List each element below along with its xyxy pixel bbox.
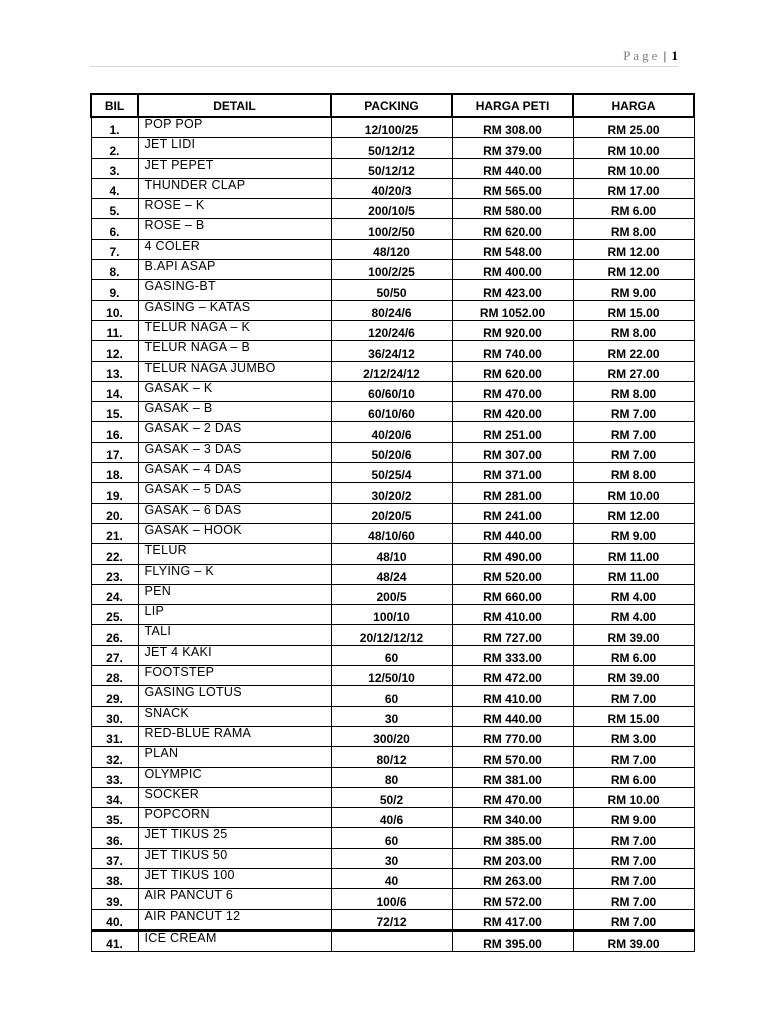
bil-cell: 41. — [91, 930, 138, 951]
harga-peti-cell: RM 385.00 — [452, 828, 573, 848]
bil-cell: 40. — [91, 909, 138, 930]
table-row — [91, 726, 694, 746]
detail-cell: TELUR NAGA – K — [138, 320, 331, 340]
bil-cell: 19. — [91, 483, 138, 503]
table-row — [91, 422, 694, 442]
detail-cell: AIR PANCUT 6 — [138, 889, 331, 909]
table-row — [91, 666, 694, 686]
detail-cell: B.API ASAP — [138, 260, 331, 280]
table-row — [91, 605, 694, 625]
bil-cell: 25. — [91, 605, 138, 625]
packing-cell: 100/6 — [331, 889, 452, 909]
packing-cell: 48/10/60 — [331, 523, 452, 543]
bil-cell: 8. — [91, 260, 138, 280]
packing-cell: 40/20/3 — [331, 178, 452, 198]
harga-peti-cell: RM 308.00 — [452, 117, 573, 138]
detail-cell: POPCORN — [138, 808, 331, 828]
packing-cell: 80/24/6 — [331, 300, 452, 320]
table-row — [91, 544, 694, 564]
detail-cell: TELUR NAGA JUMBO — [138, 361, 331, 381]
packing-cell: 100/10 — [331, 605, 452, 625]
detail-cell: GASAK – 6 DAS — [138, 503, 331, 523]
packing-cell: 300/20 — [331, 726, 452, 746]
bil-cell: 18. — [91, 463, 138, 483]
bil-cell: 27. — [91, 645, 138, 665]
detail-cell: GASAK – K — [138, 381, 331, 401]
harga-cell: RM 15.00 — [573, 706, 694, 726]
bil-cell: 34. — [91, 787, 138, 807]
harga-peti-cell: RM 263.00 — [452, 868, 573, 888]
table-row — [91, 239, 694, 259]
harga-peti-cell: RM 251.00 — [452, 422, 573, 442]
bil-cell: 29. — [91, 686, 138, 706]
packing-cell: 30 — [331, 706, 452, 726]
detail-cell: GASAK – 4 DAS — [138, 463, 331, 483]
harga-cell: RM 6.00 — [573, 767, 694, 787]
detail-cell: TALI — [138, 625, 331, 645]
detail-cell: GASAK – 3 DAS — [138, 442, 331, 462]
harga-peti-cell: RM 1052.00 — [452, 300, 573, 320]
harga-peti-cell: RM 620.00 — [452, 219, 573, 239]
detail-cell: GASING-BT — [138, 280, 331, 300]
harga-cell: RM 39.00 — [573, 625, 694, 645]
harga-cell: RM 10.00 — [573, 787, 694, 807]
table-row — [91, 300, 694, 320]
harga-peti-cell: RM 470.00 — [452, 381, 573, 401]
table-row — [91, 503, 694, 523]
bil-cell: 37. — [91, 848, 138, 868]
bil-cell: 4. — [91, 178, 138, 198]
detail-cell: AIR PANCUT 12 — [138, 909, 331, 930]
column-header-harga: HARGA — [573, 94, 694, 117]
bil-cell: 21. — [91, 523, 138, 543]
harga-peti-cell: RM 417.00 — [452, 909, 573, 930]
table-row — [91, 138, 694, 158]
table-row — [91, 442, 694, 462]
bil-cell: 12. — [91, 341, 138, 361]
table-row — [91, 848, 694, 868]
harga-peti-cell: RM 381.00 — [452, 767, 573, 787]
harga-peti-cell: RM 410.00 — [452, 605, 573, 625]
table-row — [91, 463, 694, 483]
harga-peti-cell: RM 423.00 — [452, 280, 573, 300]
detail-cell: POP POP — [138, 117, 331, 138]
packing-cell: 80/12 — [331, 747, 452, 767]
packing-cell: 12/50/10 — [331, 666, 452, 686]
bil-cell: 26. — [91, 625, 138, 645]
detail-cell: THUNDER CLAP — [138, 178, 331, 198]
column-header-packing: PACKING — [331, 94, 452, 117]
harga-peti-cell: RM 371.00 — [452, 463, 573, 483]
page-word: Page — [623, 48, 661, 63]
detail-cell: GASAK – 2 DAS — [138, 422, 331, 442]
detail-cell: ROSE – K — [138, 199, 331, 219]
harga-cell: RM 7.00 — [573, 442, 694, 462]
detail-cell: GASAK – HOOK — [138, 523, 331, 543]
packing-cell: 60/60/10 — [331, 381, 452, 401]
table-row — [91, 381, 694, 401]
harga-peti-cell: RM 410.00 — [452, 686, 573, 706]
packing-cell: 50/50 — [331, 280, 452, 300]
harga-cell: RM 4.00 — [573, 584, 694, 604]
table-row — [91, 158, 694, 178]
bil-cell: 38. — [91, 868, 138, 888]
harga-peti-cell: RM 920.00 — [452, 320, 573, 340]
table-row — [91, 767, 694, 787]
table-row — [91, 219, 694, 239]
harga-peti-cell: RM 420.00 — [452, 402, 573, 422]
detail-cell: PEN — [138, 584, 331, 604]
detail-cell: JET TIKUS 25 — [138, 828, 331, 848]
harga-cell: RM 9.00 — [573, 280, 694, 300]
harga-cell: RM 4.00 — [573, 605, 694, 625]
detail-cell: OLYMPIC — [138, 767, 331, 787]
harga-cell: RM 10.00 — [573, 483, 694, 503]
packing-cell: 200/10/5 — [331, 199, 452, 219]
detail-cell: FLYING – K — [138, 564, 331, 584]
table-row — [91, 930, 694, 951]
detail-cell: JET PEPET — [138, 158, 331, 178]
packing-cell: 12/100/25 — [331, 117, 452, 138]
table-row — [91, 889, 694, 909]
detail-cell: GASAK – 5 DAS — [138, 483, 331, 503]
table-row — [91, 341, 694, 361]
page-number: 1 — [671, 48, 678, 63]
column-header-detail: DETAIL — [138, 94, 331, 117]
packing-cell: 120/24/6 — [331, 320, 452, 340]
packing-cell: 80 — [331, 767, 452, 787]
packing-cell: 72/12 — [331, 909, 452, 930]
harga-peti-cell: RM 548.00 — [452, 239, 573, 259]
detail-cell: TELUR — [138, 544, 331, 564]
harga-cell: RM 8.00 — [573, 381, 694, 401]
detail-cell: GASAK – B — [138, 402, 331, 422]
table-row — [91, 808, 694, 828]
harga-peti-cell: RM 470.00 — [452, 787, 573, 807]
table-row — [91, 706, 694, 726]
harga-cell: RM 10.00 — [573, 138, 694, 158]
harga-cell: RM 39.00 — [573, 666, 694, 686]
harga-peti-cell: RM 490.00 — [452, 544, 573, 564]
harga-cell: RM 6.00 — [573, 199, 694, 219]
harga-cell: RM 12.00 — [573, 260, 694, 280]
packing-cell: 30/20/2 — [331, 483, 452, 503]
harga-peti-cell: RM 203.00 — [452, 848, 573, 868]
packing-cell: 200/5 — [331, 584, 452, 604]
packing-cell: 60 — [331, 645, 452, 665]
packing-cell: 36/24/12 — [331, 341, 452, 361]
bil-cell: 36. — [91, 828, 138, 848]
detail-cell: PLAN — [138, 747, 331, 767]
table-row — [91, 361, 694, 381]
harga-peti-cell: RM 472.00 — [452, 666, 573, 686]
price-table — [90, 93, 695, 952]
harga-peti-cell: RM 400.00 — [452, 260, 573, 280]
detail-cell: SNACK — [138, 706, 331, 726]
detail-cell: FOOTSTEP — [138, 666, 331, 686]
table-row — [91, 260, 694, 280]
harga-cell: RM 3.00 — [573, 726, 694, 746]
harga-cell: RM 7.00 — [573, 889, 694, 909]
harga-cell: RM 11.00 — [573, 564, 694, 584]
page-number-label — [623, 48, 678, 64]
bil-cell: 17. — [91, 442, 138, 462]
packing-cell: 50/2 — [331, 787, 452, 807]
harga-peti-cell: RM 340.00 — [452, 808, 573, 828]
table-row — [91, 828, 694, 848]
table-row — [91, 523, 694, 543]
harga-peti-cell: RM 727.00 — [452, 625, 573, 645]
packing-cell: 60 — [331, 828, 452, 848]
harga-cell: RM 7.00 — [573, 686, 694, 706]
packing-cell: 60 — [331, 686, 452, 706]
bil-cell: 10. — [91, 300, 138, 320]
packing-cell: 50/25/4 — [331, 463, 452, 483]
table-row — [91, 199, 694, 219]
detail-cell: JET LIDI — [138, 138, 331, 158]
harga-peti-cell: RM 572.00 — [452, 889, 573, 909]
harga-peti-cell: RM 440.00 — [452, 158, 573, 178]
table-row — [91, 584, 694, 604]
harga-cell: RM 7.00 — [573, 828, 694, 848]
harga-cell: RM 17.00 — [573, 178, 694, 198]
packing-cell: 20/12/12/12 — [331, 625, 452, 645]
harga-cell: RM 39.00 — [573, 930, 694, 951]
bil-cell: 15. — [91, 402, 138, 422]
detail-cell: GASING – KATAS — [138, 300, 331, 320]
harga-peti-cell: RM 307.00 — [452, 442, 573, 462]
packing-cell: 20/20/5 — [331, 503, 452, 523]
bil-cell: 39. — [91, 889, 138, 909]
packing-cell: 50/20/6 — [331, 442, 452, 462]
harga-peti-cell: RM 740.00 — [452, 341, 573, 361]
harga-cell: RM 6.00 — [573, 645, 694, 665]
packing-cell: 30 — [331, 848, 452, 868]
harga-cell: RM 22.00 — [573, 341, 694, 361]
table-body — [91, 117, 694, 952]
harga-peti-cell: RM 241.00 — [452, 503, 573, 523]
packing-cell: 60/10/60 — [331, 402, 452, 422]
harga-peti-cell: RM 281.00 — [452, 483, 573, 503]
bil-cell: 31. — [91, 726, 138, 746]
table-row — [91, 686, 694, 706]
harga-cell: RM 7.00 — [573, 909, 694, 930]
bil-cell: 28. — [91, 666, 138, 686]
column-header-harga-peti: HARGA PETI — [452, 94, 573, 117]
page-separator: | — [663, 48, 667, 63]
harga-cell: RM 7.00 — [573, 848, 694, 868]
harga-peti-cell: RM 580.00 — [452, 199, 573, 219]
table-row — [91, 747, 694, 767]
packing-cell: 48/10 — [331, 544, 452, 564]
bil-cell: 30. — [91, 706, 138, 726]
detail-cell: JET 4 KAKI — [138, 645, 331, 665]
packing-cell: 100/2/50 — [331, 219, 452, 239]
packing-cell: 48/120 — [331, 239, 452, 259]
harga-cell: RM 11.00 — [573, 544, 694, 564]
column-header-bil: BIL — [91, 94, 138, 117]
detail-cell: JET TIKUS 50 — [138, 848, 331, 868]
bil-cell: 3. — [91, 158, 138, 178]
detail-cell: ROSE – B — [138, 219, 331, 239]
packing-cell: 100/2/25 — [331, 260, 452, 280]
detail-cell: JET TIKUS 100 — [138, 868, 331, 888]
harga-cell: RM 9.00 — [573, 523, 694, 543]
table-row — [91, 483, 694, 503]
table-row — [91, 868, 694, 888]
harga-peti-cell: RM 565.00 — [452, 178, 573, 198]
table-row — [91, 280, 694, 300]
bil-cell: 1. — [91, 117, 138, 138]
detail-cell: SOCKER — [138, 787, 331, 807]
bil-cell: 16. — [91, 422, 138, 442]
bil-cell: 33. — [91, 767, 138, 787]
harga-cell: RM 7.00 — [573, 747, 694, 767]
bil-cell: 13. — [91, 361, 138, 381]
harga-cell: RM 7.00 — [573, 868, 694, 888]
harga-cell: RM 8.00 — [573, 219, 694, 239]
bil-cell: 9. — [91, 280, 138, 300]
table-row — [91, 564, 694, 584]
harga-peti-cell: RM 770.00 — [452, 726, 573, 746]
harga-peti-cell: RM 660.00 — [452, 584, 573, 604]
bil-cell: 20. — [91, 503, 138, 523]
harga-cell: RM 8.00 — [573, 320, 694, 340]
table-row — [91, 909, 694, 930]
table-row — [91, 787, 694, 807]
bil-cell: 22. — [91, 544, 138, 564]
bil-cell: 5. — [91, 199, 138, 219]
harga-peti-cell: RM 440.00 — [452, 706, 573, 726]
detail-cell: LIP — [138, 605, 331, 625]
packing-cell: 40/20/6 — [331, 422, 452, 442]
packing-cell: 40 — [331, 868, 452, 888]
bil-cell: 23. — [91, 564, 138, 584]
detail-cell: ICE CREAM — [138, 930, 331, 951]
packing-cell — [331, 930, 452, 951]
detail-cell: GASING LOTUS — [138, 686, 331, 706]
table-row — [91, 402, 694, 422]
harga-cell: RM 7.00 — [573, 422, 694, 442]
bil-cell: 32. — [91, 747, 138, 767]
table-row — [91, 645, 694, 665]
harga-peti-cell: RM 440.00 — [452, 523, 573, 543]
bil-cell: 35. — [91, 808, 138, 828]
bil-cell: 7. — [91, 239, 138, 259]
detail-cell: RED-BLUE RAMA — [138, 726, 331, 746]
harga-cell: RM 25.00 — [573, 117, 694, 138]
table-header-row — [91, 94, 694, 117]
table-row — [91, 625, 694, 645]
packing-cell: 50/12/12 — [331, 138, 452, 158]
page-header — [90, 46, 678, 67]
packing-cell: 48/24 — [331, 564, 452, 584]
harga-cell: RM 10.00 — [573, 158, 694, 178]
bil-cell: 14. — [91, 381, 138, 401]
packing-cell: 40/6 — [331, 808, 452, 828]
harga-cell: RM 12.00 — [573, 239, 694, 259]
harga-cell: RM 8.00 — [573, 463, 694, 483]
harga-cell: RM 7.00 — [573, 402, 694, 422]
harga-peti-cell: RM 395.00 — [452, 930, 573, 951]
bil-cell: 11. — [91, 320, 138, 340]
harga-cell: RM 27.00 — [573, 361, 694, 381]
harga-cell: RM 15.00 — [573, 300, 694, 320]
packing-cell: 2/12/24/12 — [331, 361, 452, 381]
harga-peti-cell: RM 379.00 — [452, 138, 573, 158]
harga-peti-cell: RM 333.00 — [452, 645, 573, 665]
harga-peti-cell: RM 570.00 — [452, 747, 573, 767]
detail-cell: TELUR NAGA – B — [138, 341, 331, 361]
packing-cell: 50/12/12 — [331, 158, 452, 178]
bil-cell: 6. — [91, 219, 138, 239]
detail-cell: 4 COLER — [138, 239, 331, 259]
harga-cell: RM 9.00 — [573, 808, 694, 828]
bil-cell: 2. — [91, 138, 138, 158]
harga-cell: RM 12.00 — [573, 503, 694, 523]
harga-peti-cell: RM 620.00 — [452, 361, 573, 381]
bil-cell: 24. — [91, 584, 138, 604]
harga-peti-cell: RM 520.00 — [452, 564, 573, 584]
table-row — [91, 178, 694, 198]
table-row — [91, 117, 694, 138]
table-row — [91, 320, 694, 340]
